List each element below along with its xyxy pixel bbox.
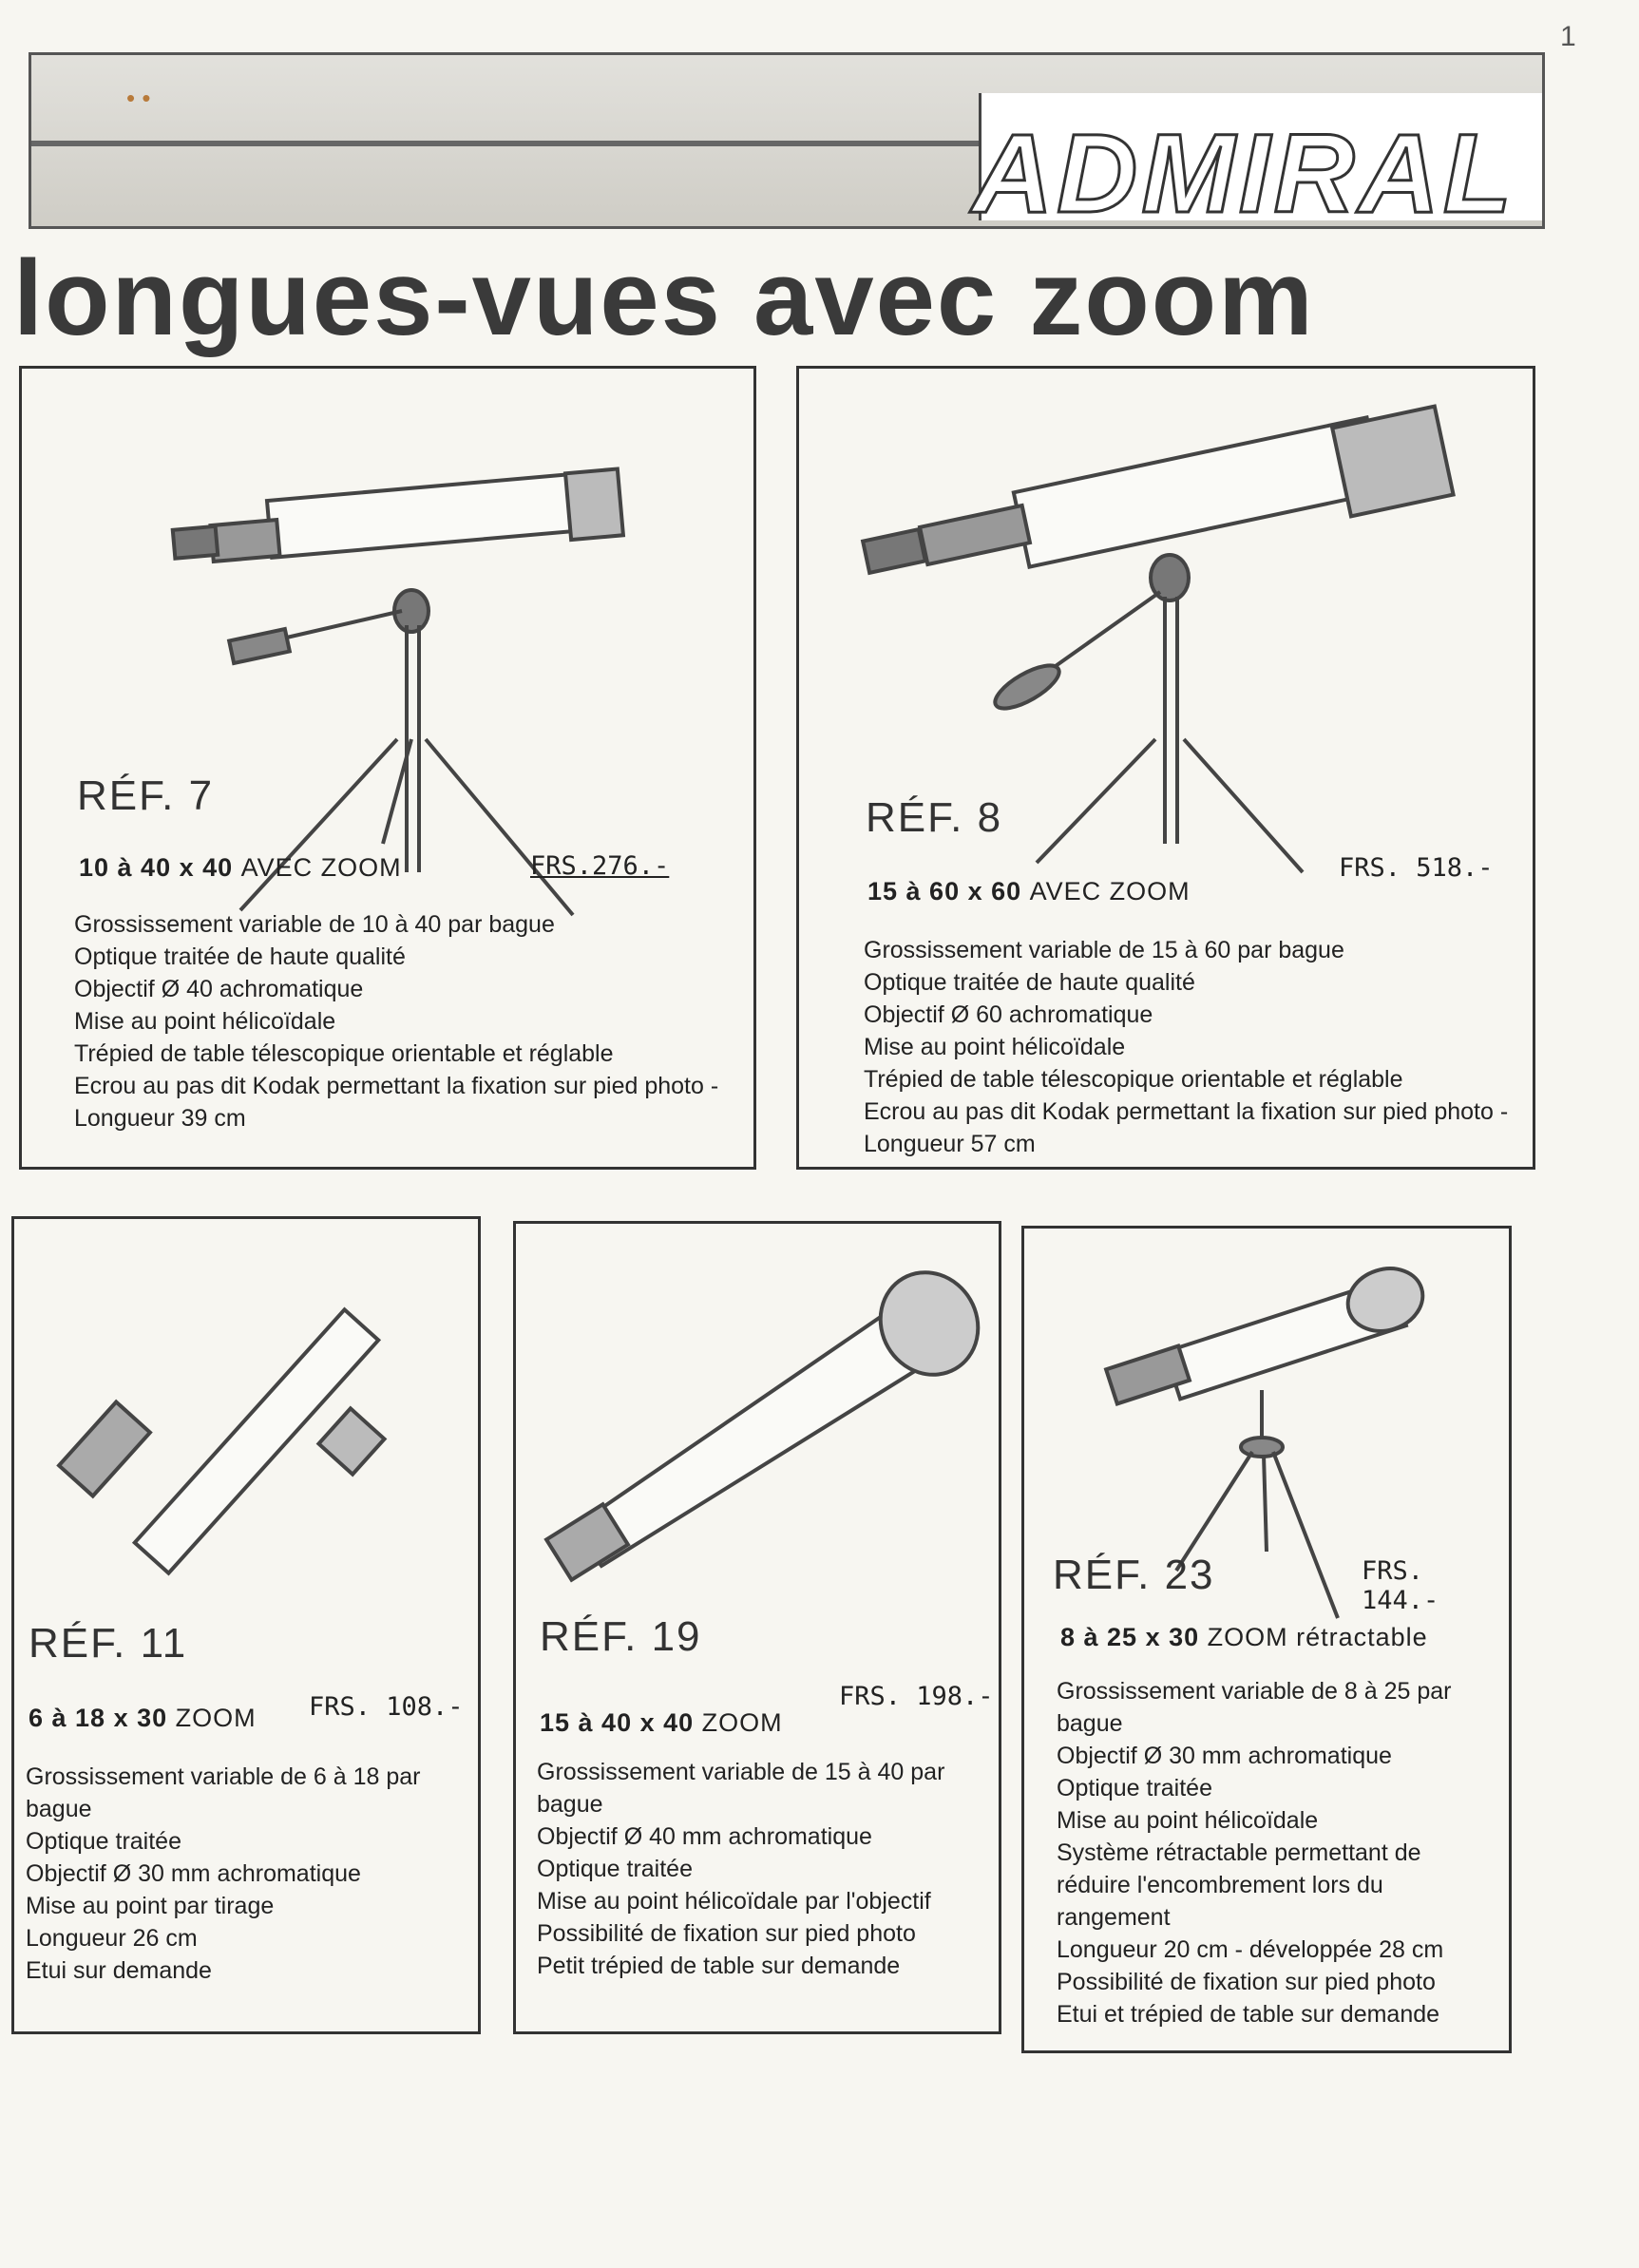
telescope-on-tripod-illustration — [193, 435, 687, 872]
feature-list — [74, 908, 730, 1134]
feature-item: Système rétractable permettant de réduire l'encombrement lors du rangement — [1057, 1839, 1421, 1931]
feature-item: Grossissement variable de 15 à 40 par bague — [537, 1759, 945, 1818]
feature-item: Grossissement variable de 6 à 18 par bague — [26, 1763, 421, 1822]
feature-item: Grossissement variable de 15 à 60 par bague — [864, 937, 1344, 963]
product-panel-ref-11 — [11, 1216, 481, 2034]
product-spec — [79, 853, 402, 883]
feature-item: Longueur 20 cm - développée 28 cm — [1057, 1936, 1444, 1963]
feature-item: Mise au point hélicoïdale — [1057, 1807, 1319, 1834]
spec-suffix: ZOOM rétractable — [1207, 1623, 1428, 1651]
spec-magnification: 6 à 18 x 30 — [29, 1704, 168, 1732]
feature-item: Ecrou au pas dit Kodak permettant la fixation sur pied photo - Longueur 57 cm — [864, 1098, 1509, 1157]
feature-item: Objectif Ø 30 mm achromatique — [1057, 1743, 1392, 1769]
feature-item: Optique traitée de haute qualité — [74, 943, 406, 970]
page-number: 1 — [1560, 21, 1576, 52]
spec-suffix: AVEC ZOOM — [1029, 877, 1191, 905]
product-spec — [29, 1704, 257, 1733]
product-price: FRS. 108.- — [309, 1692, 464, 1722]
telescope-illustration — [544, 1243, 991, 1604]
feature-list — [864, 934, 1519, 1160]
spec-magnification: 10 à 40 x 40 — [79, 853, 234, 882]
feature-item: Trépied de table télescopique orientable et réglable — [74, 1040, 614, 1067]
feature-item: Objectif Ø 40 mm achromatique — [537, 1823, 872, 1850]
feature-item: Grossissement variable de 10 à 40 par bague — [74, 911, 555, 938]
feature-item: Mise au point hélicoïdale par l'objectif — [537, 1888, 931, 1915]
brand-logo: ADMIRAL — [971, 111, 1515, 237]
product-ref: RÉF. 11 — [29, 1620, 188, 1667]
feature-item: Optique traitée — [26, 1828, 181, 1855]
brand-banner — [29, 52, 1545, 237]
product-panel-ref-8 — [796, 366, 1535, 1170]
feature-item: Mise au point par tirage — [26, 1893, 275, 1919]
product-panel-ref-7 — [19, 366, 756, 1170]
spec-suffix: AVEC ZOOM — [240, 853, 402, 882]
feature-item: Possibilité de fixation sur pied photo — [537, 1920, 916, 1947]
product-ref: RÉF. 8 — [866, 794, 1003, 841]
product-panel-ref-23 — [1021, 1226, 1512, 2053]
feature-item: Mise au point hélicoïdale — [74, 1008, 336, 1035]
product-ref: RÉF. 23 — [1053, 1552, 1215, 1598]
spec-suffix: ZOOM — [175, 1704, 257, 1732]
product-spec — [867, 877, 1191, 906]
feature-list — [537, 1756, 983, 1982]
spec-magnification: 15 à 40 x 40 — [540, 1708, 695, 1737]
spec-suffix: ZOOM — [701, 1708, 783, 1737]
product-ref: RÉF. 19 — [540, 1613, 702, 1660]
product-price: FRS. 518.- — [1339, 853, 1494, 883]
logo-box — [971, 93, 1542, 237]
spec-magnification: 8 à 25 x 30 — [1060, 1623, 1200, 1651]
product-price: FRS. 144.- — [1362, 1556, 1439, 1615]
feature-item: Optique traitée de haute qualité — [864, 969, 1195, 996]
feature-list — [1057, 1675, 1494, 2030]
feature-item: Optique traitée — [537, 1856, 693, 1882]
spec-magnification: 15 à 60 x 60 — [867, 877, 1022, 905]
feature-item: Petit trépied de table sur demande — [537, 1953, 901, 1979]
product-spec — [1060, 1623, 1428, 1652]
feature-item: Objectif Ø 60 achromatique — [864, 1001, 1153, 1028]
feature-item: Grossissement variable de 8 à 25 par bague — [1057, 1678, 1452, 1737]
product-price: FRS. 198.- — [839, 1682, 994, 1711]
decorative-dots: • • — [126, 84, 151, 112]
feature-item: Optique traitée — [1057, 1775, 1212, 1801]
feature-item: Ecrou au pas dit Kodak permettant la fixation sur pied photo - Longueur 39 cm — [74, 1073, 719, 1132]
product-price: FRS.276.- — [530, 851, 670, 881]
telescope-illustration — [81, 1276, 394, 1618]
feature-item: Trépied de table télescopique orientable et réglable — [864, 1066, 1403, 1093]
feature-list — [26, 1761, 458, 1987]
feature-item: Etui et trépied de table sur demande — [1057, 2001, 1440, 2028]
feature-item: Objectif Ø 30 mm achromatique — [26, 1860, 361, 1887]
product-spec — [540, 1708, 783, 1738]
feature-item: Possibilité de fixation sur pied photo — [1057, 1969, 1436, 1995]
feature-item: Objectif Ø 40 achromatique — [74, 976, 364, 1002]
feature-item: Mise au point hélicoïdale — [864, 1034, 1126, 1060]
product-ref: RÉF. 7 — [77, 772, 215, 819]
feature-item: Longueur 26 cm — [26, 1925, 198, 1952]
page-title: longues-vues avec zoom — [13, 238, 1315, 357]
feature-item: Etui sur demande — [26, 1957, 212, 1984]
product-panel-ref-19 — [513, 1221, 1001, 2034]
